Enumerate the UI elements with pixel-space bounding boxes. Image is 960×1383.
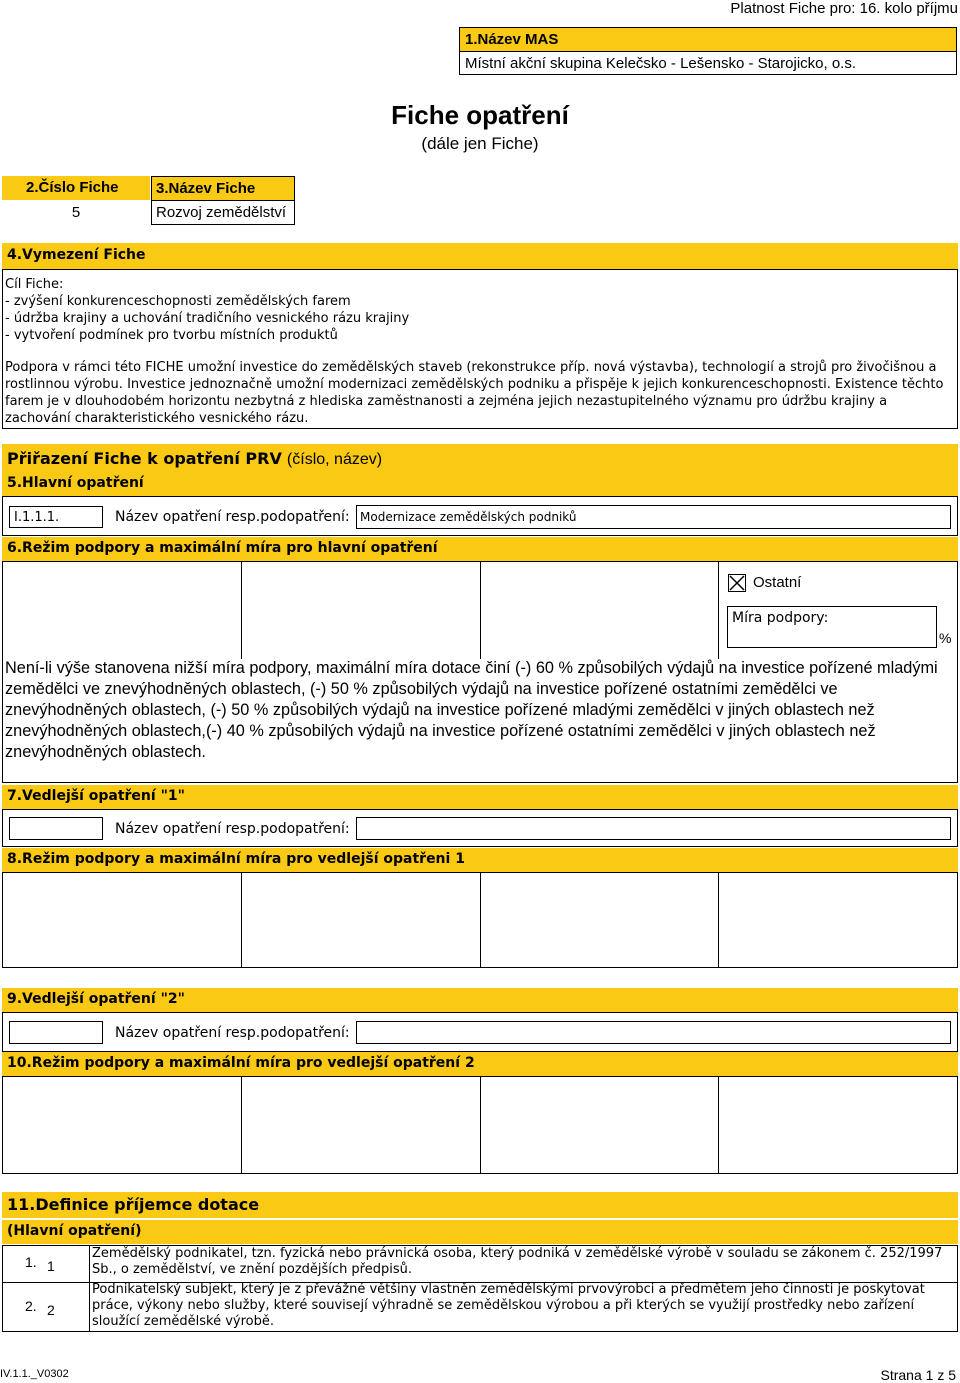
side1-name-field[interactable] — [356, 817, 951, 840]
definition-line: - zvýšení konkurenceschopnosti zemědělských farem — [5, 294, 351, 309]
beneficiary-row-text: Zemědělský podnikatel, tzn. fyzická nebo právnická osoba, který podniká v zemědělské výrobě v souladu se zákonem č. 252/1997 Sb., o zemědělství, ve znění pozdějších předpisů. — [92, 1246, 943, 1277]
regime-divider — [241, 562, 242, 659]
fiche-name-label: 3.Název Fiche — [151, 176, 295, 201]
regime-divider — [241, 1077, 242, 1173]
main-measure-code: I.1.1.1. — [9, 506, 103, 528]
mas-name-label: 1.Název MAS — [459, 27, 957, 52]
beneficiary-row-number: 2. — [25, 1298, 37, 1314]
main-measure-header: 5.Hlavní opatření — [2, 472, 958, 496]
definition-paragraph: Podpora v rámci této FICHE umožní investice do zemědělských staveb (rekonstrukce příp. nová výstavba), technologií a strojů pro živočišnou a rostlinnou výrobu. Investice jednoznačně umožní modernizaci zemědělských podniku a přispěje k jejich konkurenceschopnosti. Existence těchto farem je v dlouhodobém horizontu nezbytná z hlediska zaměstnanosti a zejména jejich nezastupitelného významu pro údržbu krajiny a zachování charakteristického vesnického rázu. — [5, 360, 944, 426]
fiche-name-value: Rozvoj zemědělství — [151, 200, 295, 225]
page-subtitle: (dále jen Fiche) — [421, 134, 539, 153]
regime-divider — [241, 873, 242, 967]
side1-regime-box — [2, 872, 958, 968]
assignment-title: Přiřazení Fiche k opatření PRV — [7, 449, 282, 468]
side1-code-field[interactable] — [9, 817, 103, 840]
ostatni-checkbox[interactable] — [728, 574, 746, 592]
definition-line: Cíl Fiche: — [5, 277, 64, 292]
side2-regime-header: 10.Režim podpory a maximální míra pro vedlejší opatření 2 — [2, 1052, 958, 1076]
footer-page: Strana 1 z 5 — [880, 1367, 956, 1383]
side1-header: 7.Vedlejší opatření "1" — [2, 785, 958, 809]
beneficiary-row-text: Podnikatelský subjekt, který je z převážné většiny vlastněn zemědělskými prvovýrobci a předmětem jeho činnosti je poskytovat práce, výkony nebo služby, které souvisejí výhradně se zemědělskou výrobou a při kterých se využijí prostředky nebo zařízení sloužící zemědělské výrobě. — [92, 1282, 925, 1329]
beneficiary-row-number: 1. — [25, 1254, 37, 1270]
page-title: Fiche opatření — [391, 100, 569, 130]
definition-line: - údržba krajiny a uchování tradičního vesnického rázu krajiny — [5, 311, 410, 326]
side1-regime-header: 8.Režim podpory a maximální míra pro vedlejší opatřeni 1 — [2, 848, 958, 872]
checkmark-x-icon — [729, 575, 745, 591]
footer-version: IV.1.1._V0302 — [0, 1368, 69, 1380]
table-divider — [89, 1246, 90, 1331]
main-measure-box — [2, 496, 958, 536]
beneficiary-row-code: 2 — [47, 1302, 55, 1318]
side2-header: 9.Vedlejší opatření "2" — [2, 988, 958, 1012]
side2-regime-box — [2, 1076, 958, 1174]
rate-unit: % — [939, 630, 952, 646]
main-measure-name-label: Název opatření resp.podopatření: — [115, 509, 350, 525]
side2-name-label: Název opatření resp.podopatření: — [115, 1025, 350, 1041]
side1-name-label: Název opatření resp.podopatření: — [115, 821, 350, 837]
regime-divider — [480, 873, 481, 967]
rate-label: Míra podpory: — [732, 610, 829, 626]
beneficiary-row-code: 1 — [47, 1258, 55, 1274]
side2-name-field[interactable] — [356, 1021, 951, 1044]
fiche-number-label: 2.Číslo Fiche — [2, 176, 150, 200]
regime-divider — [480, 1077, 481, 1173]
regime-divider — [480, 562, 481, 659]
side2-box — [2, 1012, 958, 1052]
fiche-number-value: 5 — [71, 204, 81, 221]
regime-note: Není-li výše stanovena nižší míra podpory, maximální míra dotace činí (-) 60 % způsobilých výdajů na investice pořízené mladými zemědělci ve znevýhodněných oblastech, (-) 50 % způsobilých výdajů na investice pořízené ostatními zemědělci ve znevýhodněných oblastech, (-) 50 % způsobilých výdajů na investice pořízené mladými zemědělci v jiných oblastech než znevýhodněných oblastech,(-) 40 % způsobilých výdajů na investice pořízené ostatními zemědělci v jiných oblastech než znevýhodněných oblastech. — [5, 659, 938, 761]
assignment-note: (číslo, název) — [286, 451, 383, 468]
beneficiary-header: 11.Definice příjemce dotace — [2, 1192, 958, 1218]
definition-header: 4.Vymezení Fiche — [2, 243, 958, 269]
main-measure-name-field[interactable]: Modernizace zemědělských podniků — [356, 505, 951, 529]
definition-line: - vytvoření podmínek pro tvorbu místních produktů — [5, 328, 338, 343]
side2-code-field[interactable] — [9, 1021, 103, 1044]
main-regime-header: 6.Režim podpory a maximální míra pro hlavní opatření — [2, 537, 958, 561]
rate-field[interactable] — [727, 606, 937, 648]
validity-note: Platnost Fiche pro: 16. kolo příjmu — [730, 0, 958, 17]
regime-divider — [718, 873, 719, 967]
beneficiary-subheader: (Hlavní opatření) — [2, 1220, 958, 1244]
beneficiary-table — [2, 1245, 958, 1332]
regime-divider — [718, 1077, 719, 1173]
main-regime-box — [2, 561, 958, 783]
mas-name-value: Místní akční skupina Kelečsko - Lešensko - Starojicko, o.s. — [459, 51, 957, 75]
side1-box — [2, 809, 958, 847]
assignment-header — [2, 444, 958, 472]
ostatni-label: Ostatní — [753, 574, 802, 591]
definition-box — [2, 269, 958, 429]
regime-divider — [718, 562, 719, 659]
